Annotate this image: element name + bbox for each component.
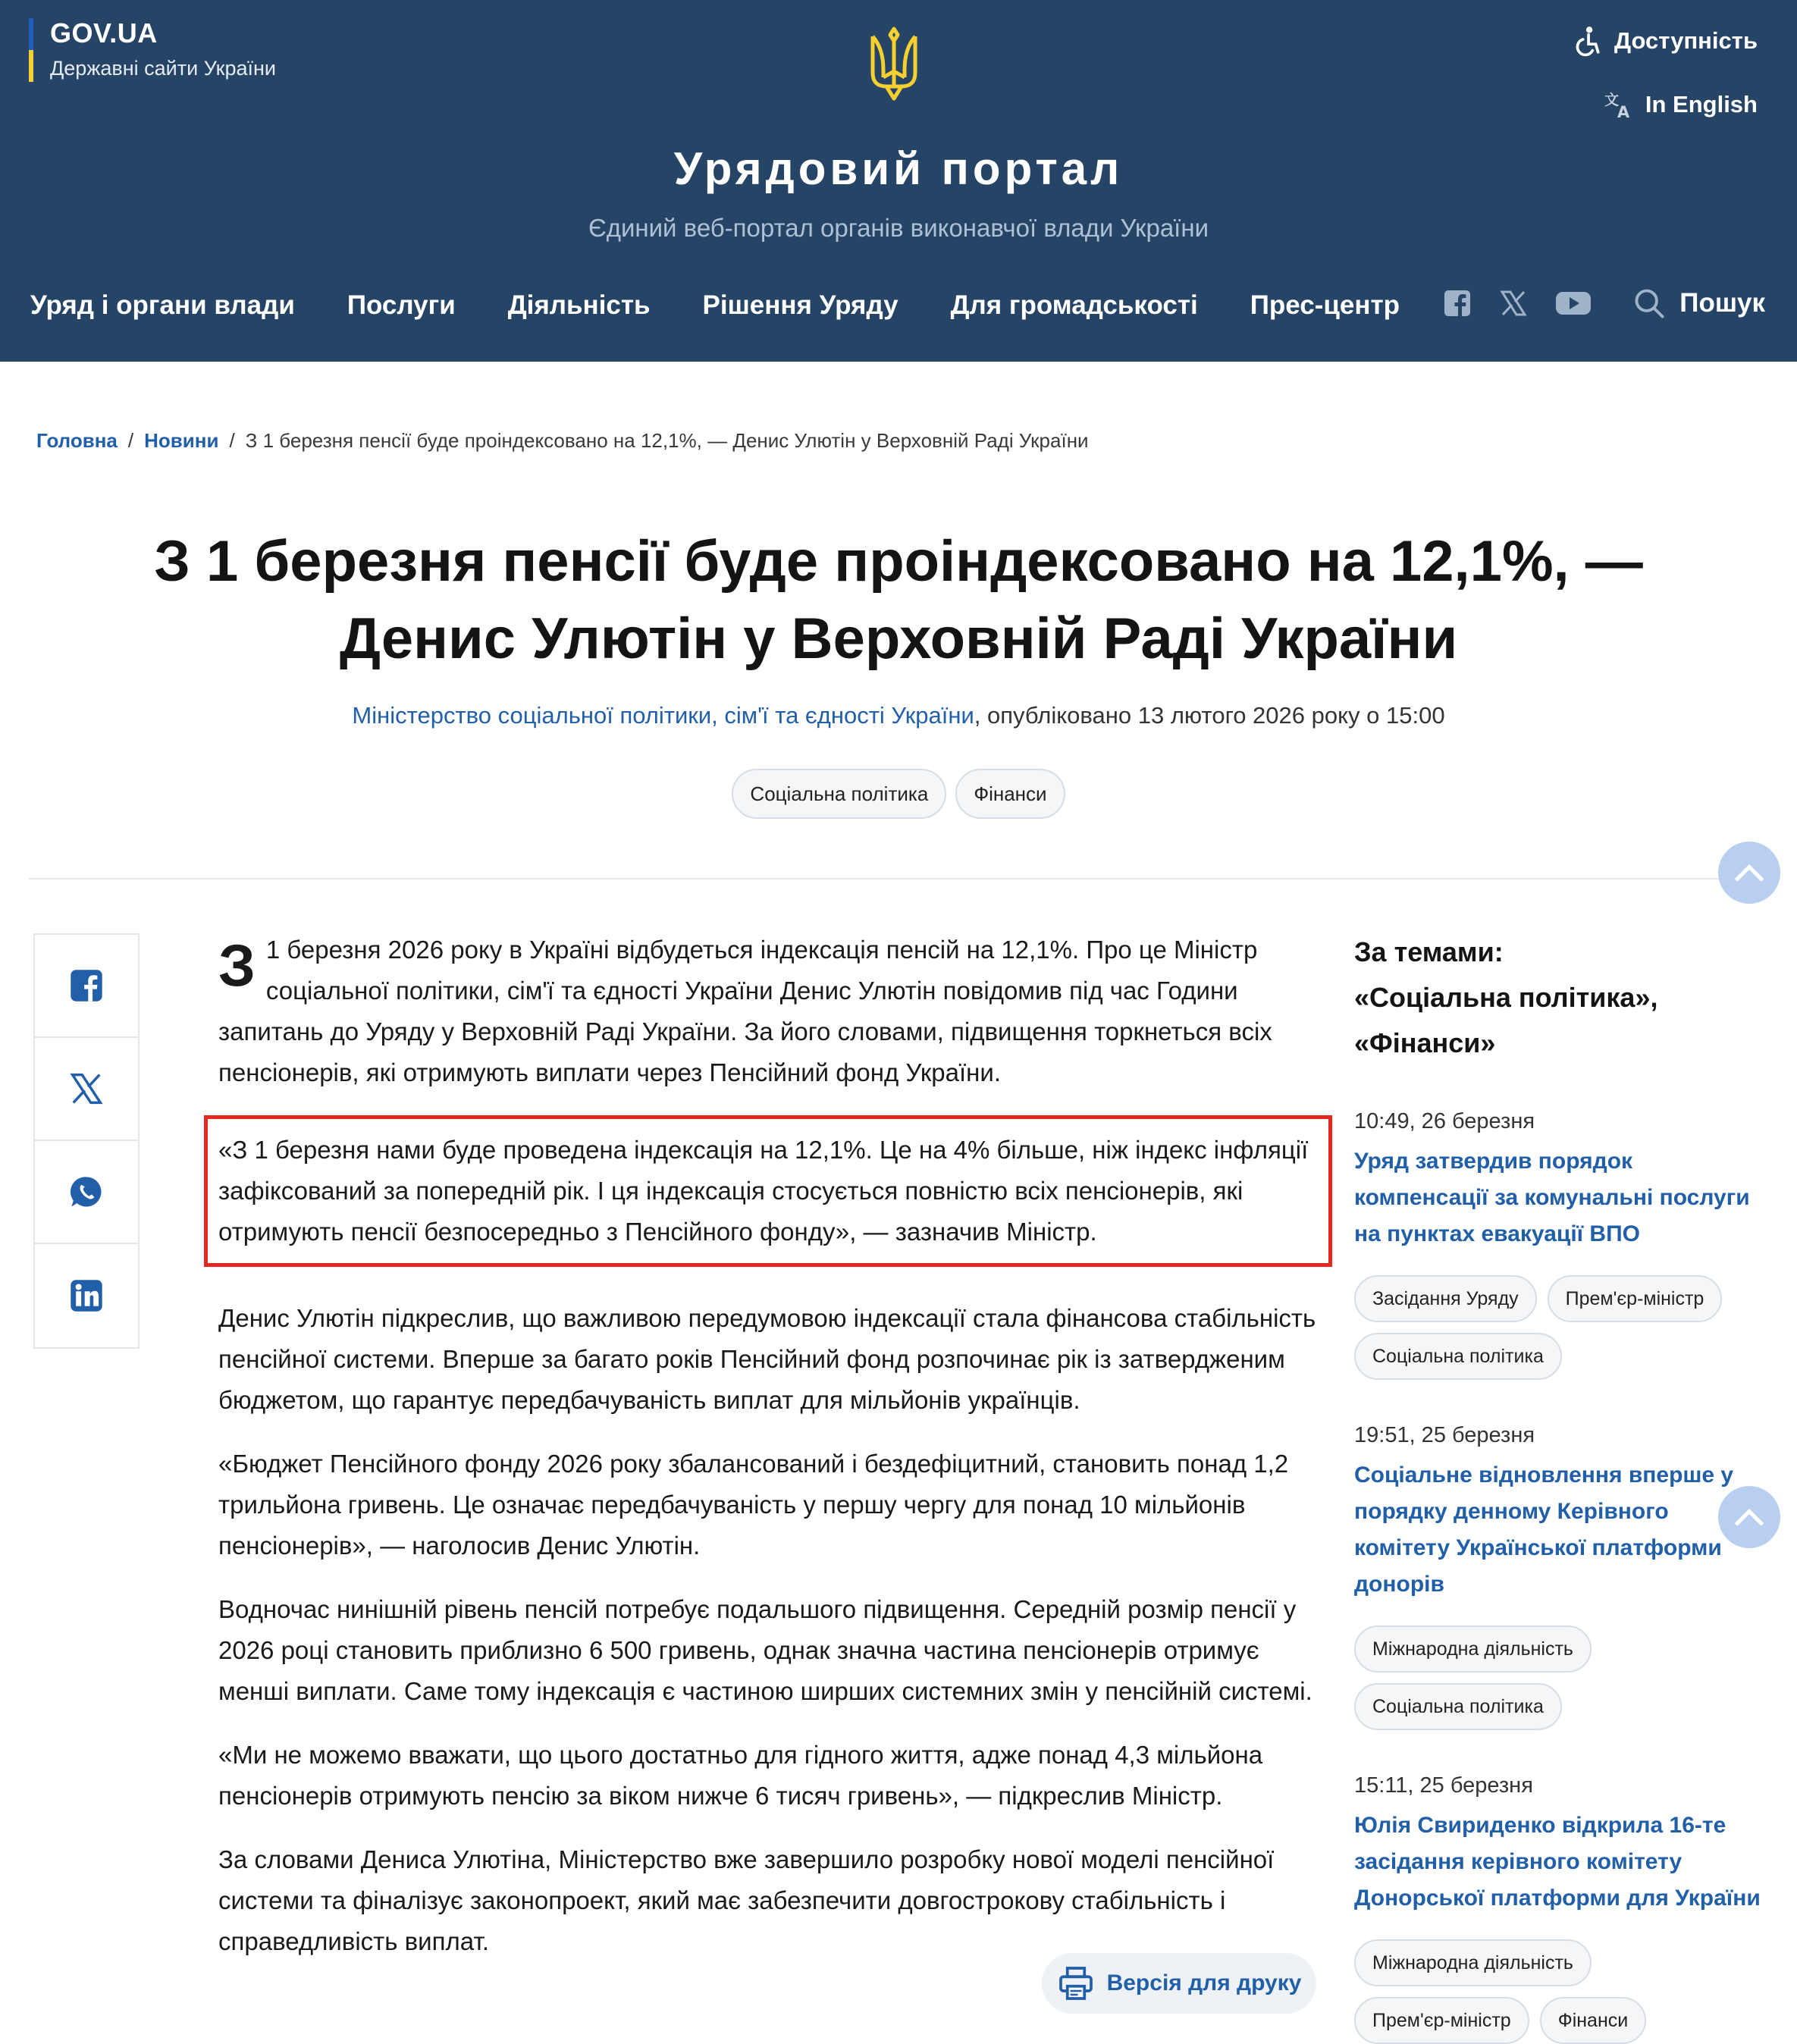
- dropcap-letter: З: [218, 932, 256, 998]
- news-title-link[interactable]: Юлія Свириденко відкрила 16-те засідання керівного комітету Донорської платформи для України: [1354, 1813, 1761, 1911]
- linkedin-icon: [69, 1278, 104, 1313]
- x-icon[interactable]: [1498, 288, 1529, 318]
- facebook-icon: [69, 968, 104, 1003]
- header-utilities: [1572, 21, 1758, 149]
- nav-public[interactable]: Для громадськості: [950, 290, 1198, 320]
- breadcrumb-current: З 1 березня пенсії буде проіндексовано на 12,1%, — Денис Улютін у Верховній Раді України: [245, 429, 1089, 452]
- svg-text:A: A: [1617, 102, 1630, 121]
- youtube-icon[interactable]: [1554, 288, 1592, 318]
- portal-subtitle: Єдиний веб-портал органів виконавчої влади України: [588, 214, 1209, 242]
- news-tags: [1354, 1939, 1764, 2044]
- accessibility-label: Доступність: [1614, 27, 1758, 54]
- scroll-top-button[interactable]: [1718, 842, 1780, 904]
- share-bar: [33, 933, 140, 1349]
- news-time: 10:49, 26 березня: [1354, 1109, 1535, 1133]
- article-paragraph: «Ми не можемо вважати, що цього достатньо для гідного життя, адже понад 4,3 мільйона пенсіонерів отримують пенсію за віком нижче 6 тисяч гривень», — підкреслив Міністр.: [218, 1741, 1263, 1810]
- article-meta: [0, 702, 1797, 729]
- search-label: Пошук: [1679, 288, 1765, 318]
- article-paragraph: За словами Дениса Улютіна, Міністерство вже завершило розробку нової моделі пенсійної системи та фіналізує законопроект, який має забезпечити довгострокову стабільність і справедливість виплат.: [218, 1845, 1275, 1955]
- article-tags: [0, 769, 1797, 819]
- news-tag[interactable]: Соціальна політика: [1354, 1683, 1562, 1730]
- language-link[interactable]: [1572, 85, 1758, 124]
- breadcrumb: [36, 429, 1089, 453]
- govua-sub: Державні сайти України: [50, 57, 276, 80]
- translate-icon: [1603, 89, 1635, 121]
- trident-logo-icon[interactable]: [867, 26, 921, 102]
- news-tags: [1354, 1275, 1764, 1380]
- news-tag[interactable]: Прем'єр-міністр: [1548, 1275, 1723, 1322]
- related-news-item: [1354, 1105, 1764, 1380]
- news-time: 19:51, 25 березня: [1354, 1423, 1535, 1447]
- breadcrumb-separator: /: [127, 429, 134, 452]
- article-title: З 1 березня пенсії буде проіндексовано на 12,1%, — Денис Улютін у Верховній Раді України: [154, 529, 1643, 671]
- govua-name: GOV.UA: [50, 17, 158, 49]
- accessibility-icon: [1572, 25, 1604, 57]
- svg-text:文: 文: [1604, 92, 1619, 108]
- site-header: [0, 0, 1797, 362]
- nav-government[interactable]: Уряд і органи влади: [30, 290, 295, 320]
- article-paragraph: Водночас нинішній рівень пенсій потребує подальшого підвищення. Середній розмір пенсії у 2026 році становить приблизно 6 500 гривень, однак значна частина пенсіонерів отримує менші виплати. Саме тому індексація є частиною ширших системних змін у пенсійній системі.: [218, 1595, 1312, 1705]
- news-tag[interactable]: Міжнародна діяльність: [1354, 1625, 1592, 1673]
- news-tags: [1354, 1625, 1764, 1730]
- govua-link[interactable]: [29, 14, 276, 85]
- printer-icon: [1057, 1964, 1095, 2002]
- publish-date: , опубліковано 13 лютого 2026 року о 15:00: [974, 702, 1445, 729]
- share-x[interactable]: [35, 1038, 138, 1141]
- breadcrumb-separator: /: [229, 429, 235, 452]
- news-title-link[interactable]: Уряд затвердив порядок компенсації за комунальні послуги на пунктах евакуації ВПО: [1354, 1149, 1750, 1246]
- tag-social-policy[interactable]: Соціальна політика: [732, 769, 946, 819]
- nav-decisions[interactable]: Рішення Уряду: [702, 290, 898, 320]
- breadcrumb-home[interactable]: Головна: [36, 429, 118, 452]
- news-tag[interactable]: Міжнародна діяльність: [1354, 1939, 1592, 1986]
- news-tag[interactable]: Прем'єр-міністр: [1354, 1997, 1529, 2044]
- share-facebook[interactable]: [35, 935, 138, 1038]
- search-button[interactable]: [1632, 287, 1765, 320]
- search-icon: [1632, 287, 1666, 320]
- highlighted-quote: «З 1 березня нами буде проведена індексація на 12,1%. Це на 4% більше, ніж індекс інфляції зафіксований за попередній рік. І ця індексація стосується повністю всіх пенсіонерів, які отримують пенсії безпосередньо з Пенсійного фонду», — зазначив Міністр.: [218, 1130, 1318, 1252]
- news-tag[interactable]: Засідання Уряду: [1354, 1275, 1537, 1322]
- portal-title[interactable]: Урядовий портал: [673, 143, 1124, 194]
- article-paragraph: З 1 березня 2026 року в Україні відбудеться індексація пенсій на 12,1%. Про це Міністр соціальної політики, сім'ї та єдності України Денис Улютін повідомив під час Години запитань до Уряду у Верховній Раді України. За його словами, підвищення торкнеться всіх пенсіонерів, які отримують виплати через Пенсійний фонд України.: [218, 932, 1272, 1086]
- whatsapp-icon: [69, 1174, 104, 1209]
- tag-finance[interactable]: Фінанси: [955, 769, 1065, 819]
- chevron-up-icon: [1730, 854, 1768, 892]
- govua-flag-bar: [29, 18, 33, 82]
- print-version-button[interactable]: [1042, 1953, 1316, 2014]
- news-tag[interactable]: Фінанси: [1540, 1997, 1647, 2044]
- print-label: Версія для друку: [1106, 1970, 1302, 1995]
- article-body: [218, 930, 1318, 1985]
- article-paragraph: «Бюджет Пенсійного фонду 2026 року збалансований і бездефіцитний, становить понад 1,2 трильйона гривень. Це означає передбачуваність у першу чергу для понад 10 мільйонів пенсіонерів», — наголосив Денис Улютін.: [218, 1450, 1289, 1560]
- nav-press[interactable]: Прес-центр: [1250, 290, 1400, 320]
- nav-activity[interactable]: Діяльність: [507, 290, 651, 320]
- breadcrumb-news[interactable]: Новини: [144, 429, 219, 452]
- article-paragraph: Денис Улютін підкреслив, що важливою передумовою індексації стала фінансова стабільність пенсійної системи. Вперше за багато років Пенсійний фонд розпочинає рік із затвердженим бюджетом, що гарантує передбачуваність виплат для мільйонів українців.: [218, 1304, 1316, 1414]
- news-time: 15:11, 25 березня: [1354, 1773, 1533, 1798]
- news-title-link[interactable]: Соціальне відновлення вперше у порядку денному Керівного комітету Української платформи донорів: [1354, 1462, 1734, 1597]
- share-whatsapp[interactable]: [35, 1141, 138, 1244]
- news-tag[interactable]: Соціальна політика: [1354, 1333, 1562, 1380]
- nav-services[interactable]: Послуги: [347, 290, 456, 320]
- related-sidebar: [1354, 930, 1764, 2044]
- sidebar-heading: За темами: «Соціальна політика», «Фінанси»: [1354, 936, 1658, 1058]
- facebook-icon[interactable]: [1442, 288, 1472, 318]
- related-news-item: [1354, 1419, 1764, 1730]
- main-nav: [30, 287, 1452, 324]
- share-linkedin[interactable]: [35, 1244, 138, 1347]
- language-label: In English: [1645, 91, 1758, 118]
- content-divider: [29, 878, 1780, 879]
- related-news-item: [1354, 1770, 1764, 2044]
- ministry-link[interactable]: Міністерство соціальної політики, сім'ї та єдності України: [352, 702, 974, 729]
- x-icon: [69, 1071, 104, 1106]
- social-links: [1442, 288, 1592, 318]
- accessibility-link[interactable]: [1572, 21, 1758, 61]
